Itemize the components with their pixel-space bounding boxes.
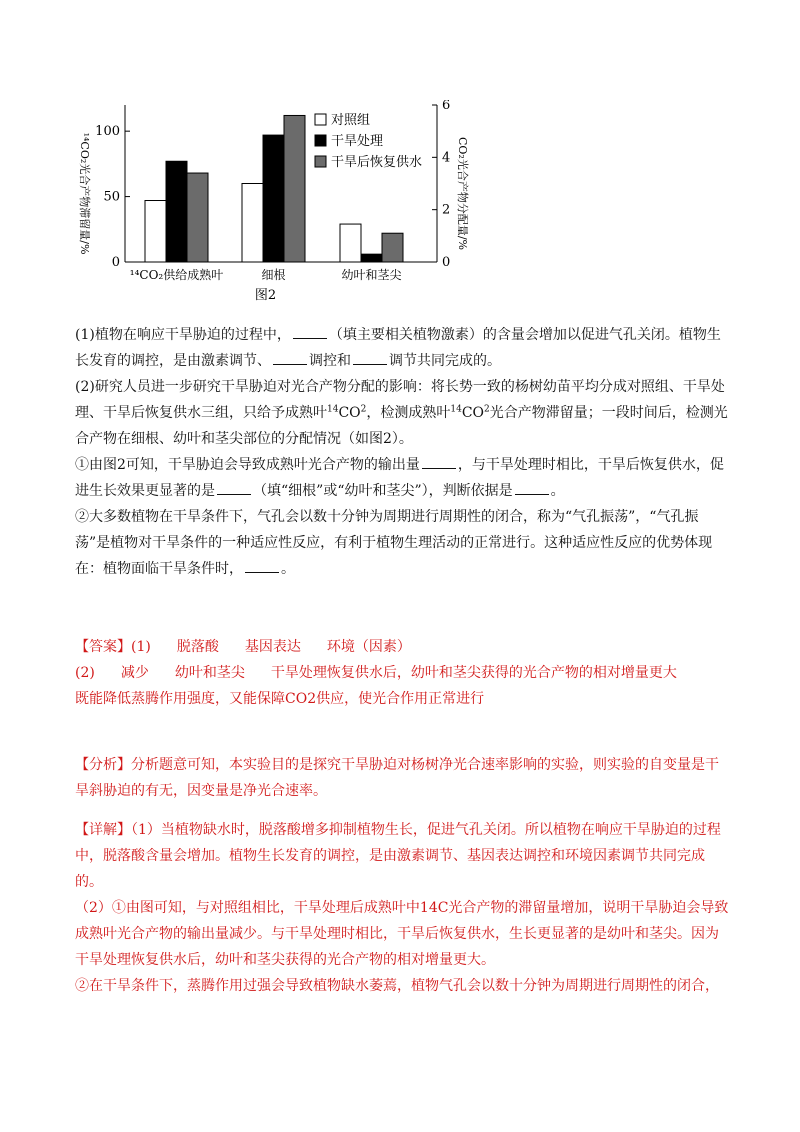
bar-1-3 <box>340 224 361 262</box>
question-1: (1)植物在响应干旱胁迫的过程中， （填主要相关植物激素）的含量会增加以促进气孔关闭。植物生长发育的调控，是由激素调节、 调控和 调节共同完成的。 <box>75 322 730 374</box>
bar-3-2 <box>284 115 305 262</box>
bar-1-2 <box>242 184 263 263</box>
x-category-label: 幼叶和茎尖 <box>341 268 402 282</box>
question-2-2: ②大多数植物在干旱条件下，气孔会以数十分钟为周期进行周期性的闭合，称为“气孔振荡”，“气孔振荡”是植物对干旱条件的一种适应性反应，有利于植物生理活动的正常进行。这种适应性反应的优势体现在：植物面临干旱条件时， 。 <box>75 509 713 577</box>
legend-swatch <box>315 135 326 146</box>
bar-chart <box>75 100 475 315</box>
x-category-label: 细根 <box>261 268 286 282</box>
detail-paragraph-2: （2）①由图可知，与对照组相比，干旱处理后成熟叶中14C光合产物的滞留量增加，说明干旱胁迫会导致成熟叶光合产物的输出量减少。与干旱处理时相比，干旱后恢复供水，生长更显著的是幼叶和茎尖。因为干旱处理恢复供水后，幼叶和茎尖获得的光合产物的相对增量更大。 <box>75 900 729 968</box>
bar-3-3 <box>382 233 403 262</box>
y-tick-label-right: 4 <box>442 150 451 166</box>
answer-blank[interactable] <box>217 480 251 495</box>
answer-blank[interactable] <box>515 480 549 495</box>
answer-line-3: 既能降低蒸腾作用强度，又能保障CO2供应，使光合作用正常进行 <box>75 691 485 707</box>
analysis-block <box>75 752 730 804</box>
answer-block <box>75 634 730 712</box>
question-2-1: ①由图2可知，干旱胁迫会导致成熟叶光合产物的输出量 ，与干旱处理时相比，干旱后恢复供水，促进生长效果更显著的是 （填“细根”或“幼叶和茎尖”），判断依据是 。 <box>75 452 730 504</box>
y-tick-label-left: 100 <box>95 124 120 140</box>
legend-swatch <box>315 114 326 125</box>
bar-2-1 <box>166 161 187 262</box>
y-tick-label-right: 2 <box>442 202 451 218</box>
bar-2-2 <box>263 135 284 262</box>
question-2: (2)研究人员进一步研究干旱胁迫对光合产物分配的影响：将长势一致的杨树幼苗平均分成对照组、干旱处理、干旱后恢复供水三组，只给予成熟叶$^{14}CO^2$，检测成熟叶$^{14}CO^2$光合产物滞留量；一段时间后，检测光合产物在细根、幼叶和茎尖部位的分配情况（如图2）。 <box>75 379 728 447</box>
question-block <box>75 322 730 582</box>
y-tick-label-right: 6 <box>442 100 451 113</box>
answer-blank[interactable] <box>273 350 307 365</box>
legend-label: 干旱处理 <box>331 134 384 149</box>
bar-2-3 <box>361 254 382 262</box>
detail-paragraph-3: ②在干旱条件下，蒸腾作用过强会导致植物缺水萎蔫，植物气孔会以数十分钟为周期进行周期性的闭合， <box>75 978 719 994</box>
legend-label: 干旱后恢复供水 <box>331 155 423 170</box>
detail-block <box>75 817 730 999</box>
bar-1-1 <box>145 201 166 262</box>
y-tick-label-left: 0 <box>111 255 120 270</box>
x-category-label: ¹⁴CO₂供给成熟叶 <box>129 268 224 282</box>
detail-paragraph-1: 【详解】（1）当植物缺水时，脱落酸增多抑制植物生长，促进气孔关闭。所以植物在响应干旱胁迫的过程中，脱落酸含量会增加。植物生长发育的调控，是由激素调节、基因表达调控和环境因素调节共同完成的。 <box>75 822 721 890</box>
y-axis-label-right: CO₂光合产物分配量/% <box>456 136 469 251</box>
chart-title: 图2 <box>254 288 277 303</box>
legend-swatch <box>315 156 326 167</box>
answer-blank[interactable] <box>422 454 456 469</box>
bar-3-1 <box>187 173 208 262</box>
analysis-text: 【分析】分析题意可知，本实验目的是探究干旱胁迫对杨树净光合速率影响的实验，则实验的自变量是干旱斜胁迫的有无，因变量是净光合速率。 <box>75 757 719 799</box>
answer-line-1: 【答案】(1) 脱落酸 基因表达 环境（因素） <box>75 639 411 655</box>
answer-line-2: (2) 减少 幼叶和茎尖 干旱处理恢复供水后，幼叶和茎尖获得的光合产物的相对增量更大 <box>75 665 677 681</box>
y-tick-label-right: 0 <box>442 255 451 270</box>
chart-legend <box>315 112 422 170</box>
answer-blank[interactable] <box>245 558 279 573</box>
y-axis-label-left: ¹⁴CO₂光合产物滞留量/% <box>78 132 91 255</box>
answer-blank[interactable] <box>293 324 327 339</box>
legend-label: 对照组 <box>331 113 371 128</box>
y-tick-label-left: 50 <box>103 189 120 205</box>
answer-blank[interactable] <box>353 350 387 365</box>
